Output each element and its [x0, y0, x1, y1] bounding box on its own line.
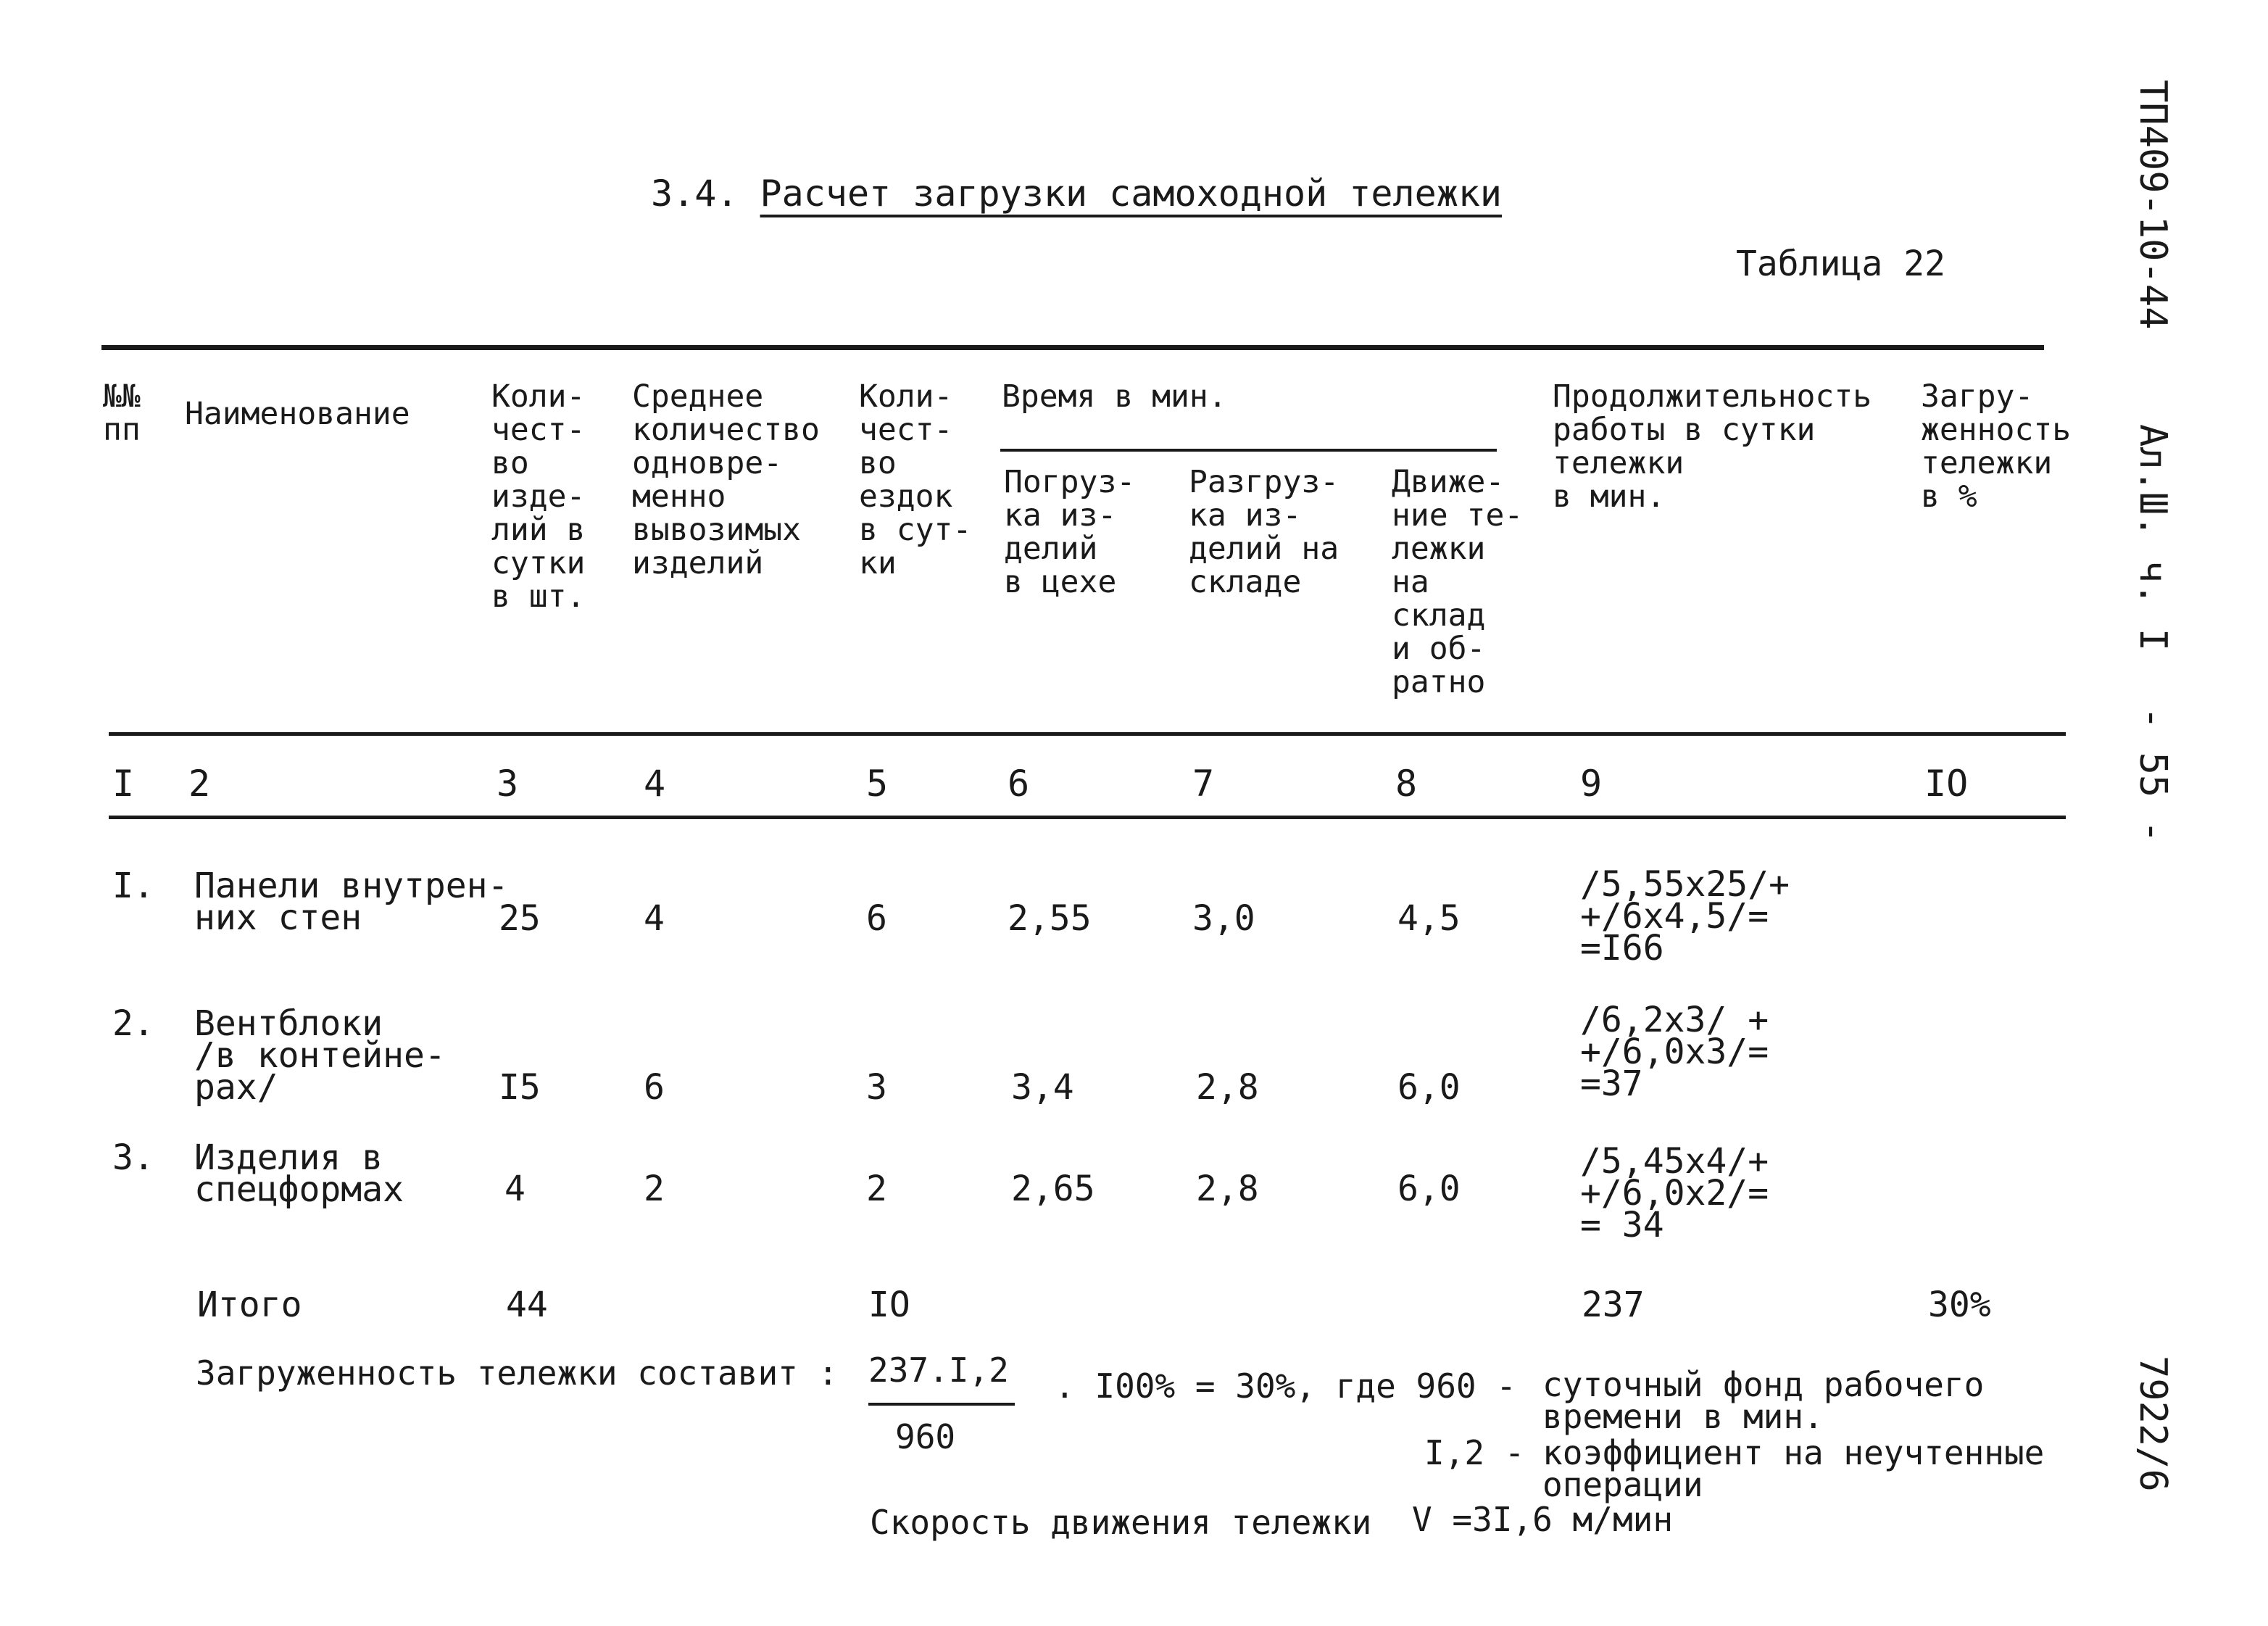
row-quantity: 4	[504, 1169, 526, 1209]
row-unloading: 3,0	[1192, 898, 1255, 939]
row-movement: 6,0	[1397, 1169, 1461, 1209]
coefficient-label: I,2 -	[1424, 1433, 1525, 1472]
header-load-percent: Загру- женность тележки в %	[1921, 378, 2072, 515]
note-960: суточный фонд рабочего времени в мин.	[1542, 1365, 1985, 1436]
row-movement: 6,0	[1397, 1067, 1461, 1108]
row-name: Вентблоки /в контейне- рах/	[194, 1003, 446, 1108]
row-average: 2	[644, 1169, 665, 1209]
table-label: Таблица 22	[1736, 244, 1945, 284]
column-number: 4	[644, 763, 666, 805]
table-top-rule	[101, 345, 2044, 350]
section-title	[651, 173, 1502, 215]
column-number: 5	[866, 763, 889, 805]
formula-numerator: 237.I,2	[868, 1351, 1009, 1390]
header-name: Наименование	[185, 396, 410, 432]
row-name: Изделия в спецформах	[194, 1137, 404, 1210]
column-number: 3	[497, 763, 519, 805]
row-loading: 2,55	[1008, 898, 1092, 939]
side-code-bottom: 7922/6	[2131, 1356, 2174, 1492]
section-title-text: Расчет загрузки самоходной тележки	[760, 173, 1503, 215]
note-coefficient: коэффициент на неучтенные операции	[1542, 1433, 2045, 1504]
side-code-page: - 55 -	[2131, 707, 2174, 843]
column-number: 2	[188, 763, 211, 805]
column-number: 8	[1395, 763, 1418, 805]
total-trips: IO	[868, 1285, 910, 1325]
speed-label: Скорость движения тележки	[870, 1503, 1372, 1542]
side-code-top: ТП409-10-44	[2131, 80, 2174, 330]
header-bottom-rule	[109, 732, 2066, 736]
side-code-album: Ал.Ш. ч. I	[2131, 424, 2174, 652]
row-unloading: 2,8	[1196, 1067, 1259, 1108]
column-number: IO	[1924, 763, 1969, 805]
column-number: 7	[1192, 763, 1215, 805]
formula-prefix: Загруженность тележки составит :	[196, 1353, 839, 1393]
total-label: Итого	[197, 1285, 302, 1325]
row-unloading: 2,8	[1196, 1169, 1259, 1209]
fraction-bar	[868, 1403, 1015, 1406]
row-number: 2.	[112, 1003, 154, 1044]
row-loading: 2,65	[1011, 1169, 1095, 1209]
column-number: 9	[1580, 763, 1603, 805]
row-average: 4	[644, 898, 665, 939]
header-loading: Погруз- ка из- делий в цехе	[1004, 464, 1136, 600]
column-number: I	[112, 763, 135, 805]
row-trips: 2	[866, 1169, 887, 1209]
header-time-group: Время в мин.	[1002, 378, 1227, 415]
total-duration: 237	[1582, 1285, 1645, 1325]
column-numbers-rule	[109, 816, 2066, 819]
total-load-percent: 30%	[1928, 1285, 1991, 1325]
header-duration: Продолжительность работы в сутки тележки в мин.	[1553, 378, 1872, 515]
row-average: 6	[644, 1067, 665, 1108]
row-duration: /5,45x4/+ +/6,0x2/= = 34	[1580, 1141, 1769, 1245]
row-trips: 3	[866, 1067, 887, 1108]
section-number: 3.4.	[651, 173, 739, 215]
row-number: 3.	[112, 1137, 154, 1178]
row-loading: 3,4	[1011, 1067, 1074, 1108]
row-number: I.	[112, 866, 154, 906]
row-duration: /5,55x25/+ +/6x4,5/= =I66	[1580, 864, 1790, 968]
total-quantity: 44	[506, 1285, 548, 1325]
row-duration: /6,2x3/ + +/6,0x3/= =37	[1580, 1000, 1769, 1104]
row-movement: 4,5	[1397, 898, 1461, 939]
row-quantity: I5	[499, 1067, 541, 1108]
formula-denominator: 960	[895, 1417, 956, 1456]
row-quantity: 25	[499, 898, 541, 939]
header-unloading: Разгруз- ка из- делий на складе	[1189, 464, 1339, 600]
header-trips: Коли- чест- во ездок в сут- ки	[859, 378, 972, 581]
row-name: Панели внутрен- них стен	[194, 866, 509, 938]
header-number: №№ пп	[103, 378, 141, 448]
header-quantity: Коли- чест- во изде- лий в сутки в шт.	[491, 378, 586, 615]
header-average: Среднее количество одновре- менно вывозимых изделий	[632, 378, 820, 581]
row-trips: 6	[866, 898, 887, 939]
time-group-rule	[1000, 449, 1497, 452]
formula-suffix: . I00% = 30%, где 960 -	[1055, 1366, 1516, 1406]
header-movement: Движе- ние те- лежки на склад и об- ратно	[1392, 464, 1524, 700]
speed-value: V =3I,6 м/мин	[1412, 1500, 1674, 1539]
column-number: 6	[1008, 763, 1030, 805]
